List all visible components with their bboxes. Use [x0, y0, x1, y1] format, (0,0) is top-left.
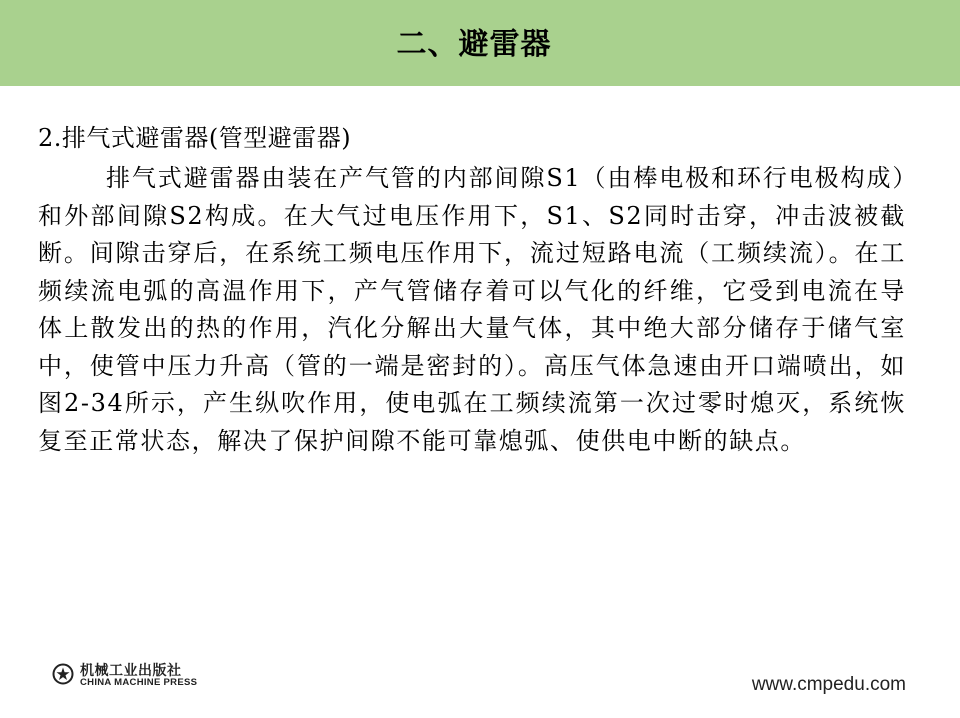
website-link[interactable]: www.cmpedu.com: [751, 674, 906, 695]
section-heading: 2.排气式避雷器(管型避雷器): [38, 124, 352, 152]
slide-body: [38, 116, 918, 460]
slide-title: [0, 0, 960, 86]
publisher-name-cn: 机械工业出版社: [80, 663, 182, 679]
publisher-logo: [52, 660, 222, 692]
publisher-name-en: CHINA MACHINE PRESS: [80, 677, 198, 688]
slide-title-text: 二、避雷器: [396, 27, 552, 62]
body-paragraph: 排气式避雷器由装在产气管的内部间隙S1（由棒电极和环行电极构成）和外部间隙S2构成。在大气过电压作用下，S1、S2同时击穿，冲击波被截断。间隙击穿后，在系统工频电压作用下，流过短路电流（工频续流）。在工频续流电弧的高温作用下，产气管储存着可以气化的纤维，它受到电流在导体上散发出的热的作用，汽化分解出大量气体，其中绝大部分储存于储气室中，使管中压力升高（管的一端是密封的）。高压气体急速由开口端喷出，如图2-34所示，产生纵吹作用，使电弧在工频续流第一次过零时熄灭，系统恢复至正常状态，解决了保护间隙不能可靠熄弧、使供电中断的缺点。: [38, 164, 906, 455]
publisher-logo-icon: [52, 663, 74, 685]
